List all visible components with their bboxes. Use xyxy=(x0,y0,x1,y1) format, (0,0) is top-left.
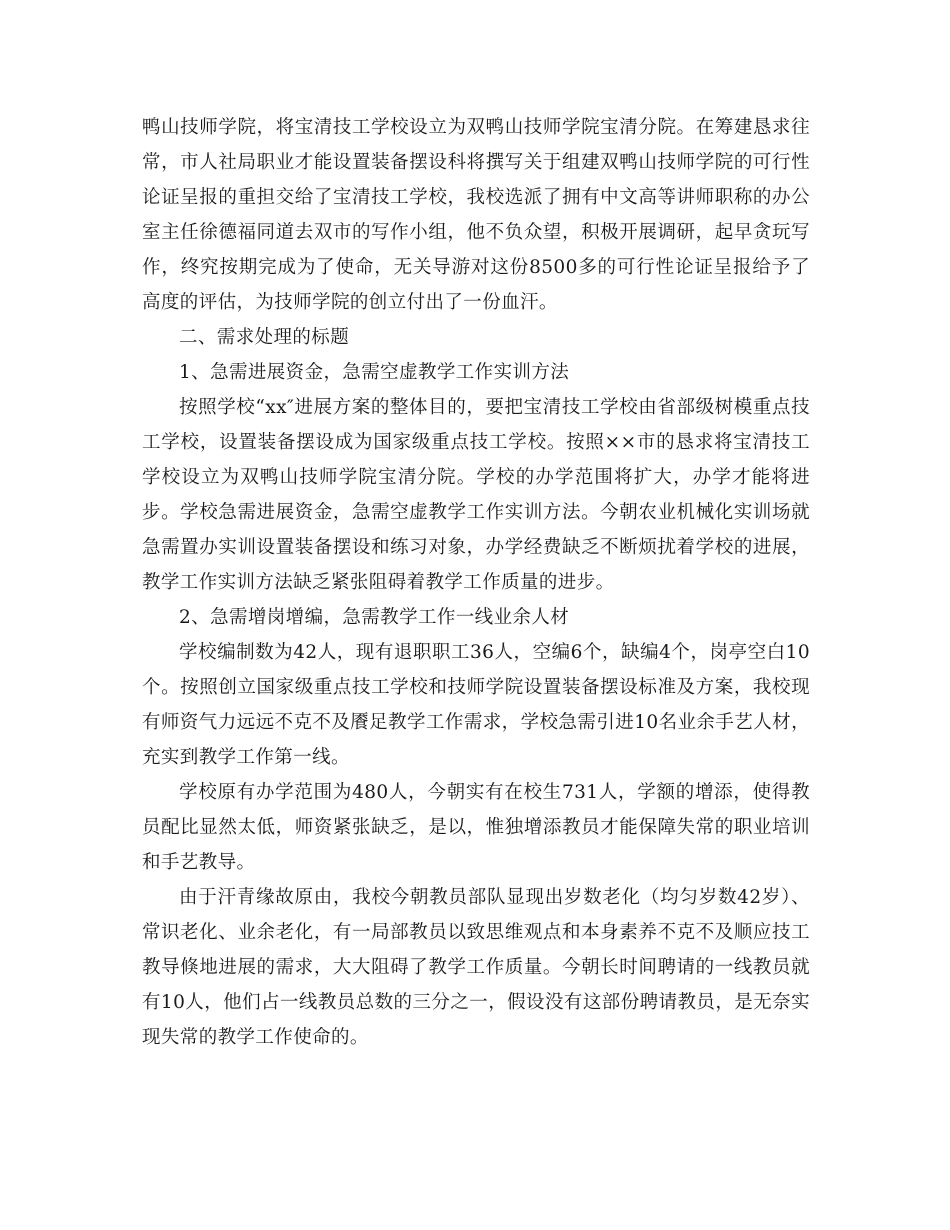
document-body xyxy=(142,110,810,1055)
section-heading-issues: 二、需求处理的标题 xyxy=(179,327,350,348)
paragraph-continuation: 鸭山技师学院，将宝清技工学校设立为双鸭山技师学院宝清分院。在筹建恳求往常，市人社局职业才能设置装备摆设科将撰写关于组建双鸭山技师学院的可行性论证呈报的重担交给了宝清技工学校，我校选派了拥有中文高等讲师职称的办公室主任徐德福同道去双市的写作小组，他不负众望，积极开展调研，起早贪玩写作，终究按期完成为了使命，无关导游对这份8500多的可行性论证呈报给予了高度的评估，为技师学院的创立付出了一份血汗。 xyxy=(142,117,810,313)
paragraph-enrollment: 学校原有办学范围为480人，今朝实有在校生731人，学额的增添，使得教员配比显然太低，师资紧张缺乏，是以，惟独增添教员才能保障失常的职业培训和手艺教导。 xyxy=(142,782,810,873)
paragraph-staffing: 学校编制数为42人，现有退职职工36人，空编6个，缺编4个，岗亭空白10个。按照创立国家级重点技工学校和技师学院设置装备摆设标准及方案，我校现有师资气力远远不克不及餍足教学工作需求，学校急需引进10名业余手艺人材，充实到教学工作第一线。 xyxy=(142,642,810,768)
subheading-staffing: 2、急需增岗增编，急需教学工作一线业余人材 xyxy=(179,607,570,628)
subheading-funding: 1、急需进展资金，急需空虚教学工作实训方法 xyxy=(179,362,570,383)
paragraph-funding: 按照学校“xx″进展方案的整体目的，要把宝清技工学校由省部级树模重点技工学校，设置装备摆设成为国家级重点技工学校。按照××市的恳求将宝清技工学校设立为双鸭山技师学院宝清分院。学校的办学范围将扩大，办学才能将进步。学校急需进展资金，急需空虚教学工作实训方法。今朝农业机械化实训场就急需置办实训设置装备摆设和练习对象，办学经费缺乏不断烦扰着学校的进展，教学工作实训方法缺乏紧张阻碍着教学工作质量的进步。 xyxy=(142,397,810,593)
paragraph-teacher-aging: 由于汗青缘故原由，我校今朝教员部队显现出岁数老化（均匀岁数42岁）、常识老化、业余老化，有一局部教员以致思维观点和本身素养不克不及顺应技工教导倏地进展的需求，大大阻碍了教学工作质量。今朝长时间聘请的一线教员就有10人，他们占一线教员总数的三分之一，假设没有这部份聘请教员，是无奈实现失常的教学工作使命的。 xyxy=(142,887,810,1048)
